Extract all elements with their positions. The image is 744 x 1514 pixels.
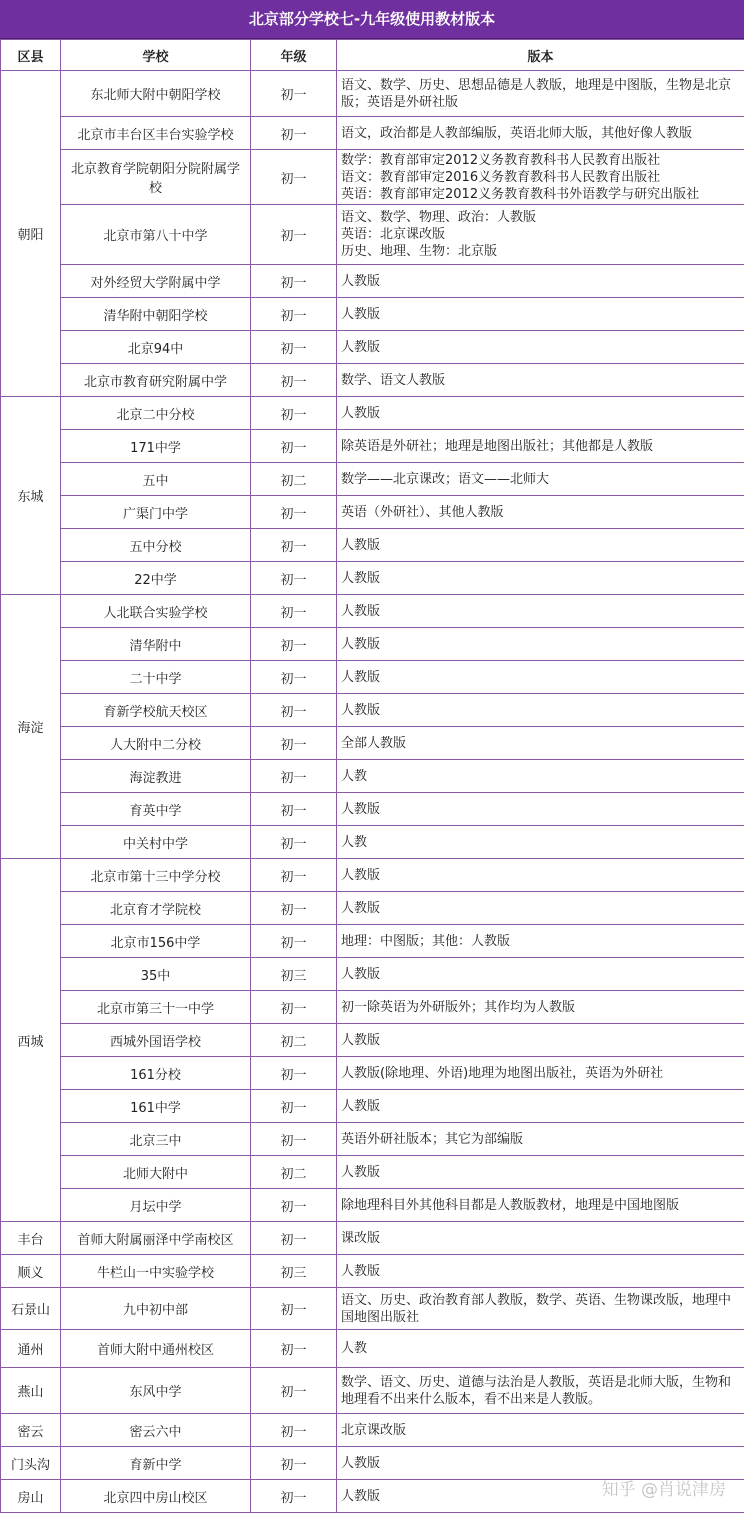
district-cell: 西城 [1,859,61,1222]
grade-cell: 初一 [251,496,337,529]
table-row [1,1288,744,1330]
edition-cell: 数学、语文人教版 [337,364,744,397]
grade-cell: 初一 [251,694,337,727]
school-cell: 东风中学 [61,1368,251,1414]
school-cell: 北京市丰台区丰台实验学校 [61,117,251,150]
textbook-table [0,39,744,1513]
school-cell: 北京市教育研究附属中学 [61,364,251,397]
page-title: 北京部分学校七-九年级使用教材版本 [0,0,744,39]
table-row [1,1057,744,1090]
table-row [1,760,744,793]
edition-cell: 英语（外研社）、其他人教版 [337,496,744,529]
edition-cell: 全部人教版 [337,727,744,760]
school-cell: 五中 [61,463,251,496]
school-cell: 北京市第十三中学分校 [61,859,251,892]
school-cell: 育英中学 [61,793,251,826]
grade-cell: 初一 [251,1330,337,1368]
table-row [1,331,744,364]
header-school: 学校 [61,40,251,71]
grade-cell: 初一 [251,661,337,694]
school-cell: 九中初中部 [61,1288,251,1330]
table-row [1,150,744,205]
table-row [1,1368,744,1414]
table-row [1,958,744,991]
district-cell: 朝阳 [1,71,61,397]
table-row [1,1414,744,1447]
school-cell: 育新学校航天校区 [61,694,251,727]
grade-cell: 初一 [251,1222,337,1255]
school-cell: 人大附中二分校 [61,727,251,760]
school-cell: 北京94中 [61,331,251,364]
school-cell: 清华附中朝阳学校 [61,298,251,331]
edition-cell: 人教版 [337,1447,744,1480]
table-row [1,826,744,859]
table-body [1,71,744,1513]
school-cell: 北京市第三十一中学 [61,991,251,1024]
grade-cell: 初一 [251,117,337,150]
school-cell: 首师大附中通州校区 [61,1330,251,1368]
table-row [1,397,744,430]
district-cell: 丰台 [1,1222,61,1255]
table-row [1,71,744,117]
edition-cell: 人教版 [337,397,744,430]
district-cell: 石景山 [1,1288,61,1330]
table-row [1,117,744,150]
grade-cell: 初一 [251,1090,337,1123]
grade-cell: 初一 [251,925,337,958]
district-cell: 海淀 [1,595,61,859]
table-row [1,463,744,496]
edition-cell: 人教版 [337,529,744,562]
school-cell: 北京育才学院校 [61,892,251,925]
grade-cell: 初一 [251,628,337,661]
edition-cell: 人教版 [337,958,744,991]
table-row [1,1090,744,1123]
grade-cell: 初一 [251,991,337,1024]
edition-cell: 人教版 [337,1255,744,1288]
table-row [1,529,744,562]
table-row [1,1222,744,1255]
grade-cell: 初一 [251,727,337,760]
grade-cell: 初一 [251,1288,337,1330]
grade-cell: 初一 [251,265,337,298]
grade-cell: 初一 [251,826,337,859]
edition-cell: 人教 [337,760,744,793]
district-cell: 门头沟 [1,1447,61,1480]
table-row [1,430,744,463]
table-row [1,892,744,925]
grade-cell: 初一 [251,1414,337,1447]
table-row [1,265,744,298]
grade-cell: 初一 [251,430,337,463]
edition-cell: 人教版 [337,661,744,694]
grade-cell: 初一 [251,892,337,925]
school-cell: 中关村中学 [61,826,251,859]
edition-cell: 人教版 [337,1480,744,1513]
school-cell: 广渠门中学 [61,496,251,529]
table-row [1,562,744,595]
grade-cell: 初一 [251,298,337,331]
grade-cell: 初三 [251,958,337,991]
edition-cell: 人教 [337,1330,744,1368]
table-row [1,661,744,694]
grade-cell: 初一 [251,529,337,562]
edition-cell: 人教版 [337,562,744,595]
table-row [1,727,744,760]
grade-cell: 初一 [251,595,337,628]
edition-cell: 人教版 [337,331,744,364]
grade-cell: 初二 [251,463,337,496]
school-cell: 北京四中房山校区 [61,1480,251,1513]
edition-cell: 除地理科目外其他科目都是人教版教材，地理是中国地图版 [337,1189,744,1222]
grade-cell: 初一 [251,1057,337,1090]
edition-cell: 人教版 [337,793,744,826]
school-cell: 171中学 [61,430,251,463]
table-row [1,628,744,661]
grade-cell: 初一 [251,71,337,117]
table-row [1,1255,744,1288]
edition-cell: 课改版 [337,1222,744,1255]
table-row [1,1330,744,1368]
school-cell: 西城外国语学校 [61,1024,251,1057]
header-district: 区县 [1,40,61,71]
district-cell: 燕山 [1,1368,61,1414]
edition-cell: 人教 [337,826,744,859]
school-cell: 牛栏山一中实验学校 [61,1255,251,1288]
grade-cell: 初一 [251,859,337,892]
district-cell: 密云 [1,1414,61,1447]
school-cell: 161中学 [61,1090,251,1123]
school-cell: 清华附中 [61,628,251,661]
edition-cell: 人教版 [337,595,744,628]
edition-cell: 人教版 [337,1024,744,1057]
school-cell: 北京三中 [61,1123,251,1156]
school-cell: 22中学 [61,562,251,595]
school-cell: 北师大附中 [61,1156,251,1189]
grade-cell: 初一 [251,562,337,595]
district-cell: 通州 [1,1330,61,1368]
grade-cell: 初一 [251,1368,337,1414]
table-row [1,364,744,397]
header-grade: 年级 [251,40,337,71]
table-row [1,1024,744,1057]
table-row [1,298,744,331]
edition-cell: 人教版 [337,628,744,661]
table-row [1,859,744,892]
school-cell: 海淀教进 [61,760,251,793]
district-cell: 东城 [1,397,61,595]
edition-cell: 语文、数学、历史、思想品德是人教版，地理是中图版，生物是北京版；英语是外研社版 [337,71,744,117]
school-cell: 北京二中分校 [61,397,251,430]
grade-cell: 初一 [251,205,337,265]
edition-cell: 语文、数学、物理、政治：人教版 英语：北京课改版 历史、地理、生物：北京版 [337,205,744,265]
school-cell: 35中 [61,958,251,991]
grade-cell: 初一 [251,150,337,205]
table-row [1,925,744,958]
edition-cell: 北京课改版 [337,1414,744,1447]
table-row [1,595,744,628]
edition-cell: 语文，政治都是人教部编版，英语北师大版，其他好像人教版 [337,117,744,150]
grade-cell: 初三 [251,1255,337,1288]
edition-cell: 除英语是外研社；地理是地图出版社；其他都是人教版 [337,430,744,463]
edition-cell: 数学、语文、历史、道德与法治是人教版，英语是北师大版，生物和地理看不出来什么版本，看不出来是人教版。 [337,1368,744,1414]
grade-cell: 初一 [251,1447,337,1480]
grade-cell: 初二 [251,1156,337,1189]
grade-cell: 初一 [251,1480,337,1513]
edition-cell: 人教版(除地理、外语)地理为地图出版社，英语为外研社 [337,1057,744,1090]
grade-cell: 初一 [251,1123,337,1156]
table-row [1,991,744,1024]
grade-cell: 初一 [251,331,337,364]
header-row [1,40,744,71]
edition-cell: 人教版 [337,892,744,925]
edition-cell: 英语外研社版本；其它为部编版 [337,1123,744,1156]
school-cell: 对外经贸大学附属中学 [61,265,251,298]
table-row [1,793,744,826]
school-cell: 北京市第八十中学 [61,205,251,265]
edition-cell: 人教版 [337,1090,744,1123]
school-cell: 密云六中 [61,1414,251,1447]
school-cell: 首师大附属丽泽中学南校区 [61,1222,251,1255]
edition-cell: 数学：教育部审定2012义务教育教科书人民教育出版社 语文：教育部审定2016义务教育教科书人民教育出版社 英语：教育部审定2012义务教育教科书外语教学与研究出版社 [337,150,744,205]
table-row [1,1123,744,1156]
edition-cell: 人教版 [337,859,744,892]
watermark: 知乎 @肖说津房 [601,1480,726,1500]
grade-cell: 初一 [251,793,337,826]
school-cell: 人北联合实验学校 [61,595,251,628]
school-cell: 北京市156中学 [61,925,251,958]
edition-cell: 人教版 [337,694,744,727]
school-cell: 二十中学 [61,661,251,694]
table-row [1,496,744,529]
header-edition: 版本 [337,40,744,71]
edition-cell: 人教版 [337,1156,744,1189]
grade-cell: 初一 [251,397,337,430]
edition-cell: 初一除英语为外研版外；其作均为人教版 [337,991,744,1024]
edition-cell: 语文、历史、政治教育部人教版，数学、英语、生物课改版，地理中国地图出版社 [337,1288,744,1330]
grade-cell: 初一 [251,364,337,397]
edition-cell: 数学——北京课改；语文——北师大 [337,463,744,496]
grade-cell: 初二 [251,1024,337,1057]
edition-cell: 人教版 [337,265,744,298]
table-row [1,694,744,727]
school-cell: 育新中学 [61,1447,251,1480]
district-cell: 房山 [1,1480,61,1513]
school-cell: 北京教育学院朝阳分院附属学校 [61,150,251,205]
district-cell: 顺义 [1,1255,61,1288]
edition-cell: 地理：中图版；其他：人教版 [337,925,744,958]
grade-cell: 初一 [251,760,337,793]
school-cell: 东北师大附中朝阳学校 [61,71,251,117]
table-row [1,1156,744,1189]
table-row [1,205,744,265]
grade-cell: 初一 [251,1189,337,1222]
school-cell: 月坛中学 [61,1189,251,1222]
edition-cell: 人教版 [337,298,744,331]
school-cell: 五中分校 [61,529,251,562]
table-row [1,1189,744,1222]
school-cell: 161分校 [61,1057,251,1090]
